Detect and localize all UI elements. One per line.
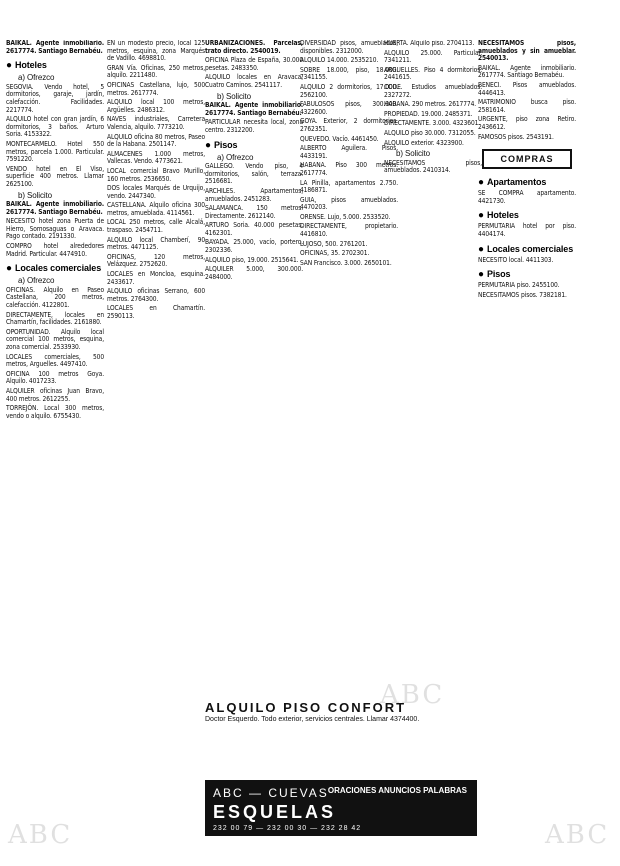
classified-ad: ALBERTO Aguilera. Pisos. 4433191. [300,144,398,160]
classified-ad: VENDO hotel en El Viso, superficie 400 metros. Llamar 2625100. [6,164,104,188]
section-heading-text: Pisos [486,269,511,280]
classified-ad: ALQUILER oficinas Juan Bravo, 400 metros. 2612255. [6,386,104,403]
classified-ad: BAIKAL. Agente inmobiliario. 2617774. Santiago Bernabéu. [205,101,303,117]
classified-ad: EN un modesto precio, local 125 metros, esquina, zona Marqués de Vadillo. 4698810. [107,40,205,63]
classified-ad: OPORTUNIDAD. Alquilo local comercial 100 metros, esquina, zona comercial. 2533930. [6,327,104,351]
classified-ad: BENECI. Pisos amueblados. 4446413. [478,80,576,97]
compras-box: COMPRAS [482,149,572,169]
classified-ad: ALQUILO piso, 19.000. 2515641. [205,255,299,264]
classified-ad: BAYADA. 25.000, vacío, portero. 2302336. [205,238,303,255]
classified-ad: GOYA. Exterior, 2 dormitorios. 2762351. [300,117,398,133]
classified-ad: LOCALES en Chamartín. 2590113. [107,304,205,320]
section-heading-text: Apartamentos [486,177,547,188]
classified-ad: CASTELLANA. Alquilo oficina 300 metros, amueblada. 4114561. [107,201,205,217]
classified-ad: PERMUTARIA hotel por piso. 4404174. [478,222,576,238]
classified-ad: ARGUELLES. Piso 4 dormitorios. 2441615. [384,65,482,82]
classified-ad: ALQUILO oficinas Serrano, 600 metros. 2764300. [107,287,205,303]
classified-ad: DIVERSIDAD pisos, amueblados, disponibles. 2312000. [300,40,398,55]
classified-ad: GRAN Vía. Oficinas, 250 metros, alquilo. 2211480. [107,63,205,80]
section-heading-text: Hoteles [486,210,519,221]
classified-ad: URBANIZACIONES. Parcelas, trato directo. 2540019. [205,40,303,55]
classified-ad: NAVES industriales, Carretera Valencia, alquilo. 7773210. [107,115,205,131]
classified-ad: PARTICULAR necesita local, zona centro. 2312200. [205,118,303,134]
classified-ad: ALQUILER 5.000, 300.000. 2484000. [205,265,303,281]
classified-ad: OFICINAS, 35. 2702301. [300,249,370,258]
classified-ad: DIRECTAMENTE. 3.000. 4323601. [384,119,481,128]
classified-ad: NECESITO local. 4411303. [478,255,554,264]
subsection-heading: b) Solicito [18,190,53,200]
section-heading [478,244,576,255]
banner-title: ALQUILO PISO CONFORT [205,700,407,715]
classified-ad: LOCALES comerciales, 500 metros, Arguelles. 4497410. [6,352,104,369]
section-heading-text: Pisos [213,139,238,150]
classified-ad: DIRECTAMENTE, propietario. 4416810. [300,222,398,239]
bullet-icon: ● [478,177,484,189]
classified-ad: SAN Francisco. 3.000. 2650101. [300,258,392,267]
classified-ad: OFICINA Plaza de España, 30.000 pesetas. 2483350. [205,56,303,72]
classified-ad: FAMOSOS pisos. 2543191. [478,132,554,141]
abc-banner-tag: ORACIONES ANUNCIOS PALABRAS [327,786,467,795]
classified-ad: SEGOVIA. Vendo hotel, 5 dormitorios, garaje, jardín, calefacción. Facilidades. 2217774. [6,82,104,114]
classified-ad: ALQUILO local 100 metros, Argüelles. 2486312. [107,98,205,114]
classified-ad: OFICINA 100 metros Goya. Alquilo. 4017233. [6,369,104,386]
bullet-icon: ● [478,243,484,255]
classified-ad: OFICINAS Castellana, lujo, 500 metros. 2617774. [107,80,205,97]
classified-ad: SOBRE 18.000, piso, 18.000. 7341155. [300,65,398,82]
classified-ad: GALLEGO. Vendo piso, 4 dormitorios, salón, terraza. 2516681. [205,162,303,186]
abc-watermark: ABC [8,820,73,850]
classified-ad: ALQUILO 2 dormitorios, 17.000. 2562100. [300,82,398,99]
classified-ad: LOCAL comercial Bravo Murillo, 160 metros. 2536650. [107,166,205,183]
classified-ad: ALMACENES 1.000 metros, Vallecas. Vendo. 4773621. [107,149,205,166]
classified-ad: QUEVEDO. Vacío. 4461450. [300,134,379,143]
classified-ad: LOCALES en Moncloa, esquina. 2433617. [107,270,205,286]
classified-ad: BAIKAL. Agente inmobiliario. 2617774. Santiago Bernabéu. [6,40,104,55]
classified-ad: OFICINAS. Alquilo en Paseo Castellana, 200 metros, calefacción. 4122801. [6,285,104,310]
classified-ad: COMPRO hotel alrededores Madrid. Particular. 4474910. [6,242,104,258]
classified-ad: ALQUILO 25.000. Particular. 7341211. [384,48,482,65]
subsection-heading: b) Solicito [396,149,431,159]
abc-watermark: ABC [380,680,445,710]
classified-ad: ALQUILO piso 30.000. 7312055. [384,128,476,137]
subsection-heading: a) Ofrezco [18,73,55,83]
classified-ad: FABULOSOS pisos, 300.000. 4322600. [300,100,398,116]
classified-ad: CODE. Estudios amueblados. 2327272. [384,82,482,99]
classified-ad: HABANA. 290 metros. 2617774. [384,100,477,109]
classified-ad: LA Pinilla, apartamentos 2.750. 4186871. [300,178,398,195]
classified-ad: GUIA, pisos amueblados. 4470203. [300,195,398,212]
classified-column-5 [384,40,482,177]
classified-ad: MATRIMONIO busca piso. 2581614. [478,98,576,114]
classified-ad: ALQUILO oficina 80 metros, Paseo de la Habana. 2501147. [107,132,205,149]
bullet-icon: ● [6,60,12,72]
classified-ad: ORENSE. Lujo, 5.000. 2533520. [300,212,391,221]
bullet-icon: ● [478,210,484,222]
classified-ad: BAIKAL. Agente inmobiliario. 2617774. Santiago Bernabéu. [478,63,576,80]
classified-ad: OFICINAS, 120 metros, Velázquez. 2752620. [107,252,205,269]
classified-ad: ALQUILO exterior. 4323900. [384,138,464,147]
section-heading [6,60,104,71]
classified-ad: DOS locales Marqués de Urquijo, vendo. 2447340. [107,184,205,200]
bullet-icon: ● [6,263,12,275]
abc-banner-phones: 232 00 79 — 232 00 30 — 232 28 42 [213,825,362,832]
abc-banner-line2: ESQUELAS [213,802,337,822]
classified-ad: BAIKAL. Agente inmobiliario. 2617774. Santiago Bernabéu. [6,200,104,216]
classified-ad: MONTECARMELO. Hotel 550 metros, parcela 1.000. Particular. 7591220. [6,139,104,164]
classified-ad: ALQUILO locales en Aravaca, Cuatro Caminos. 2541117. [205,73,303,89]
classified-ad: ALQUILO hotel con gran jardín, 6 dormitorios, 3 baños. Arturo Soria. 4153322. [6,115,104,139]
classified-ad: URGENTE, piso zona Retiro. 2436612. [478,115,576,131]
classified-ad: ARCHILES. Apartamentos, amueblados. 2451283. [205,186,303,203]
classified-ad: LOCAL 250 metros, calle Alcalá, traspaso. 2454711. [107,218,205,235]
subsection-heading: b) Solicito [217,91,252,101]
classified-ad: NECESITAMOS pisos. 7382181. [478,290,567,299]
section-heading [478,210,576,221]
abc-esquelas-banner [205,780,477,836]
classified-column-3 [205,40,303,690]
classified-ad: SE COMPRA apartamento. 4421730. [478,189,576,205]
classified-ad: HABANA. Piso 300 metros. 2617774. [300,161,398,177]
bullet-icon: ● [205,139,211,151]
section-heading-text: Hoteles [14,60,47,71]
section-heading [478,177,576,188]
subsection-heading: a) Ofrezco [18,276,55,286]
classified-column-2 [107,40,205,323]
section-heading [6,263,104,274]
classified-column-6 [478,40,576,301]
abc-watermark: ABC [545,820,610,850]
section-heading-text: Locales comerciales [486,243,574,254]
abc-banner-line1: ABC — CUEVAS [213,786,329,800]
section-heading [478,269,576,280]
classified-ad: NECESITAMOS pisos, amueblados. 2410314. [384,158,482,175]
classified-ad: ALQUILO 14.000. 2535210. [300,56,379,65]
subsection-heading: a) Ofrezco [217,152,254,162]
classified-ad: ARTURO Soria. 40.000 pesetas. 4162301. [205,221,303,237]
classified-ad: TORREJÓN. Local 300 metros, vendo o alquilo. 6755430. [6,404,104,420]
classified-ad: PROPIEDAD. 19.000. 2485371. [384,109,473,118]
classified-ad: ALQUILO local Chamberí, 90 metros. 4471125. [107,235,205,252]
classified-ad: DIRECTAMENTE, locales en Chamartín, facilidades. 2161880. [6,310,104,327]
classified-column-1 [6,40,104,422]
section-heading [205,140,303,151]
section-heading-text: Locales comerciales [14,263,102,274]
classified-ad: SALAMANCA. 150 metros. Directamente. 2612140. [205,204,303,220]
classified-ad: NECESITAMOS pisos, amueblados y sin amueblar. 2540013. [478,40,576,63]
banner-body: Doctor Esquerdo. Todo exterior, servicios centrales. Llamar 4374400. [205,716,420,723]
bullet-icon: ● [478,269,484,281]
alquilo-piso-banner [205,700,477,778]
classified-ad: HUERTA. Alquilo piso. 2704113. [384,40,475,47]
classified-ad: PERMUTARIA piso. 2455100. [478,281,560,290]
classified-ad: NECESITO hotel zona Puerta de Hierro, Somosaguas o Aravaca. Pago contado. 2191330. [6,217,104,241]
classified-ad: LUJOSO, 500. 2761201. [300,239,368,248]
